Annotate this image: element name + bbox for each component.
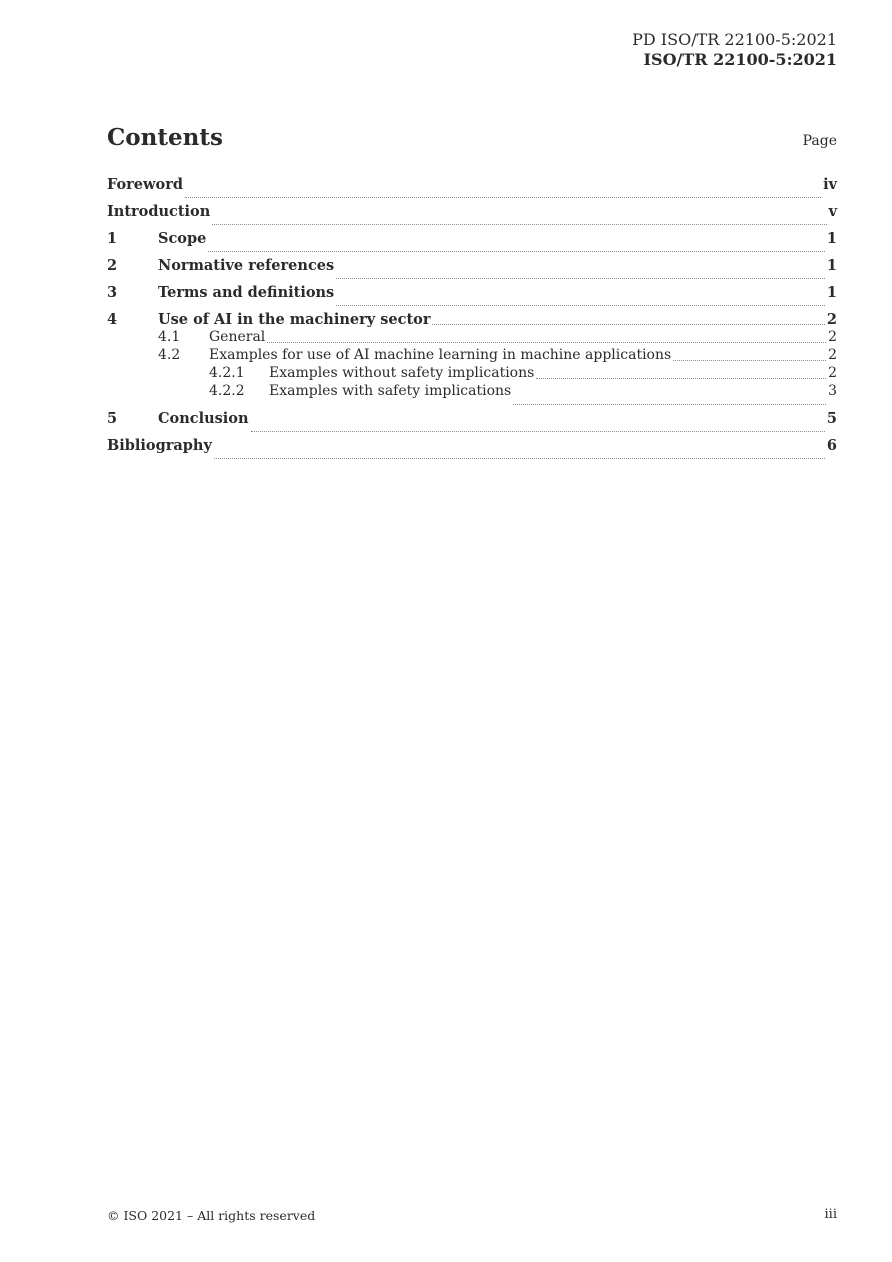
toc-entry-label: Foreword [107, 176, 183, 193]
contents-heading-row [107, 124, 837, 154]
standard-designation-iso: ISO/TR 22100-5:2021 [643, 50, 837, 69]
toc-entry-label: Normative references [158, 257, 335, 274]
toc-entry-number: 4 [107, 311, 118, 328]
toc-entry-page: 3 [828, 383, 837, 399]
toc-entry-page: 1 [826, 257, 837, 274]
toc-leader-dots [212, 224, 826, 225]
toc-entry-label: Use of AI in the machinery sector [158, 311, 431, 328]
table-of-contents [107, 175, 837, 463]
toc-entry-examples-without-safety[interactable] [107, 365, 837, 383]
page-column-label: Page [802, 133, 837, 149]
toc-leader-dots [536, 378, 826, 379]
toc-entry-page: 2 [828, 329, 837, 345]
toc-entry-label: Examples with safety implications [269, 383, 512, 399]
toc-entry-label: Scope [158, 230, 207, 247]
toc-entry-examples-with-safety[interactable] [107, 383, 837, 409]
toc-entry-page: 2 [828, 365, 837, 381]
toc-entry-number: 5 [107, 410, 118, 427]
toc-entry-page: 1 [826, 284, 837, 301]
toc-leader-dots [432, 324, 824, 325]
toc-entry-label: Examples without safety implications [269, 365, 535, 381]
toc-entry-label: General [209, 329, 266, 345]
toc-entry-scope[interactable] [107, 229, 837, 256]
toc-leader-dots [267, 342, 826, 343]
toc-entry-label: Examples for use of AI machine learning in machine applications [209, 347, 672, 363]
toc-entry-number: 4.2.1 [209, 365, 245, 381]
toc-entry-general[interactable] [107, 329, 837, 347]
toc-entry-conclusion[interactable] [107, 409, 837, 436]
toc-entry-number: 2 [107, 257, 118, 274]
toc-entry-bibliography[interactable] [107, 436, 837, 463]
toc-entry-number: 1 [107, 230, 118, 247]
toc-entry-page: 1 [826, 230, 837, 247]
toc-leader-dots [673, 360, 826, 361]
toc-leader-dots [185, 197, 821, 198]
toc-entry-label: Conclusion [158, 410, 249, 427]
toc-entry-foreword[interactable] [107, 175, 837, 202]
toc-entry-use-of-ai[interactable] [107, 310, 837, 329]
standard-designation-pd: PD ISO/TR 22100-5:2021 [632, 30, 837, 49]
toc-entry-page: 2 [828, 347, 837, 363]
toc-entry-label: Bibliography [107, 437, 212, 454]
toc-leader-dots [208, 251, 825, 252]
contents-title: Contents [107, 124, 223, 151]
toc-leader-dots [336, 305, 825, 306]
toc-leader-dots [513, 404, 826, 405]
page-number: iii [824, 1207, 837, 1222]
toc-entry-page: v [828, 203, 837, 220]
toc-entry-label: Terms and definitions [158, 284, 335, 301]
page-header [632, 30, 837, 70]
toc-entry-normative-references[interactable] [107, 256, 837, 283]
copyright-notice: © ISO 2021 – All rights reserved [107, 1208, 316, 1223]
toc-leader-dots [214, 458, 825, 459]
toc-entry-page: iv [823, 176, 837, 193]
toc-leader-dots [251, 431, 825, 432]
toc-entry-number: 4.2 [158, 347, 181, 363]
toc-entry-label: Introduction [107, 203, 211, 220]
toc-entry-page: 6 [826, 437, 837, 454]
toc-leader-dots [336, 278, 825, 279]
toc-entry-terms-and-definitions[interactable] [107, 283, 837, 310]
toc-entry-number: 4.2.2 [209, 383, 245, 399]
toc-entry-number: 3 [107, 284, 118, 301]
toc-entry-page: 5 [826, 410, 837, 427]
toc-entry-number: 4.1 [158, 329, 181, 345]
toc-entry-introduction[interactable] [107, 202, 837, 229]
toc-entry-page: 2 [826, 311, 837, 328]
toc-entry-examples-ai-ml[interactable] [107, 347, 837, 365]
